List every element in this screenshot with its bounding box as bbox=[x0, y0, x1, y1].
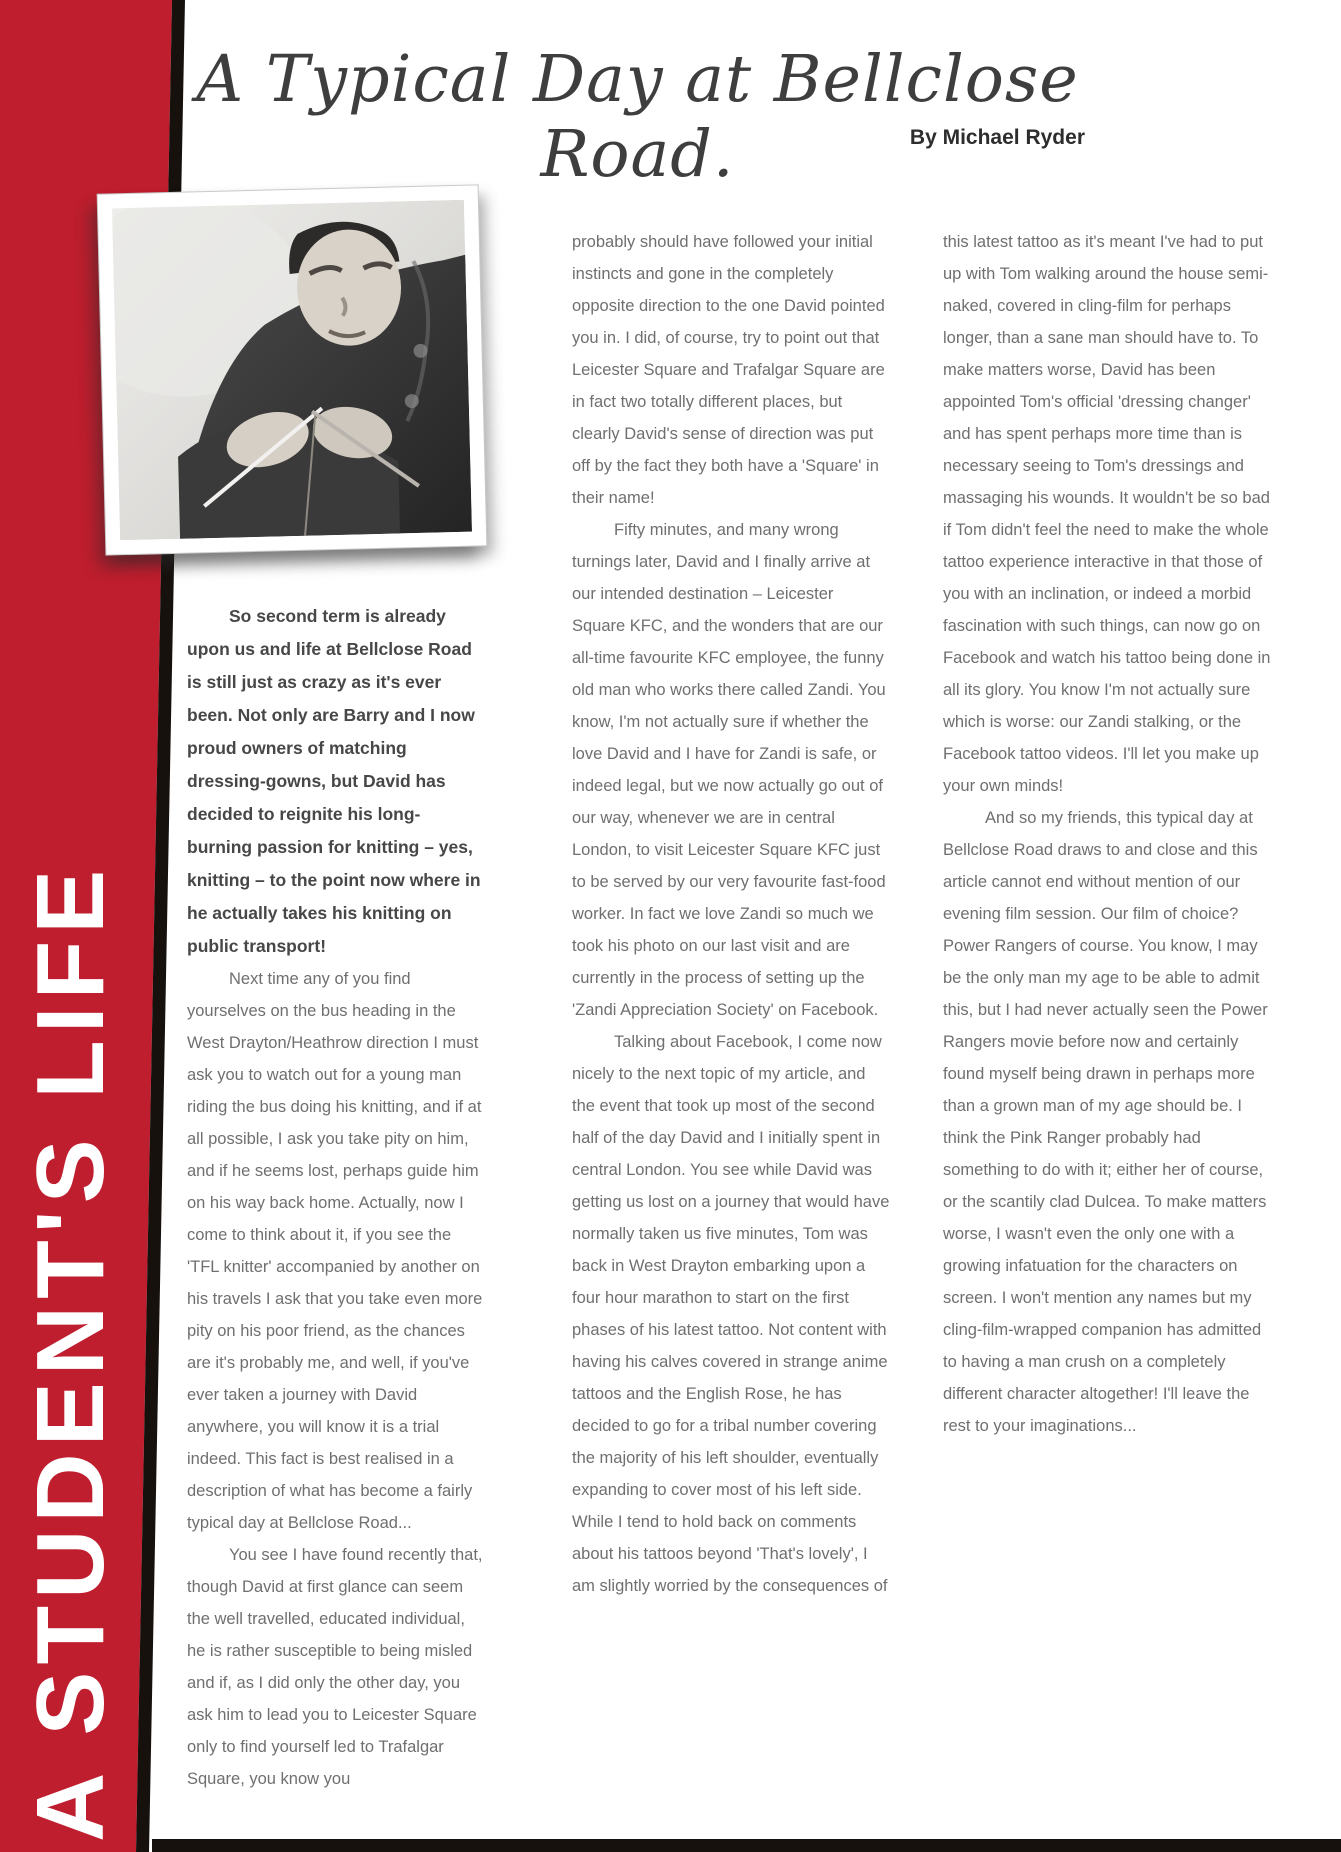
knitting-photo bbox=[98, 185, 487, 554]
paragraph: And so my friends, this typical day at Bellclose Road draws to and close and this article cannot end without mention of our evening film session. Our film of choice? Power Rangers of course. You know, I may be the only man my age to be able to admit this, but I had never actually seen the Power Rangers movie before now and certainly found myself being drawn in perhaps more than a grown man of my age should be. I think the Pink Ranger probably had something to do with it; either her of course, or the scantily clad Dulcea. To make matters worse, I wasn't even the only one with a growing infatuation for the characters on screen. I won't mention any names but my cling-film-wrapped companion has admitted to having a man crush on a completely different character altogether! I'll leave the rest to your imaginations... bbox=[943, 809, 1268, 1435]
paragraph: this latest tattoo as it's meant I've had to put up with Tom walking around the house semi-naked, covered in cling-film for perhaps longer, than a sane man should have to. To make matters worse, David has been appointed Tom's official 'dressing changer' and has spent perhaps more time than is necessary seeing to Tom's dressings and massaging his wounds. It wouldn't be so bad if Tom didn't feel the need to make the whole tattoo experience interactive in that those of you with an inclination, or indeed a morbid fascination with such things, can now go on Facebook and watch his tattoo being done in all its glory. You know I'm not actually sure which is worse: our Zandi stalking, or the Facebook tattoo videos. I'll let you make up your own minds! bbox=[943, 233, 1271, 795]
text-column-2 bbox=[572, 226, 890, 1602]
text-column-1 bbox=[187, 600, 483, 1795]
text-column-3 bbox=[943, 226, 1279, 1442]
photo-image bbox=[112, 200, 472, 541]
paragraph: Talking about Facebook, I come now nicely to the next topic of my article, and the event that took up most of the second half of the day David and I initially spent in central London. You see while David was getting us lost on a journey that would have normally taken us five minutes, Tom was back in West Drayton embarking upon a four hour marathon to start on the first phases of his latest tattoo. Not content with having his calves covered in strange anime tattoos and the English Rose, he has decided to go for a tribal number covering the majority of his left shoulder, eventually expanding to cover most of his left side. While I tend to hold back on comments about his tattoos beyond 'That's lovely', I am slightly worried by the consequences of bbox=[572, 1033, 890, 1595]
paragraph: You see I have found recently that, though David at first glance can seem the well travelled, educated individual, he is rather susceptible to being misled and if, as I did only the other day, you ask him to lead you to Leicester Square only to find yourself led to Trafalgar Square, you know you bbox=[187, 1546, 483, 1788]
paragraph: probably should have followed your initial instincts and gone in the completely opposite direction to the one David pointed you in. I did, of course, try to point out that Leicester Square and Trafalgar Square are in fact two totally different places, but clearly David's sense of direction was put off by the fact they both have a 'Square' in their name! bbox=[572, 233, 885, 507]
lead-paragraph: So second term is already upon us and life at Bellclose Road is still just as crazy as it's ever been. Not only are Barry and I now proud owners of matching dressing-gowns, but David has decided to reignite his long-burning passion for knitting – yes, knitting – to the point now where in he actually takes his knitting on public transport! bbox=[187, 606, 481, 956]
paragraph: Fifty minutes, and many wrong turnings later, David and I finally arrive at our intended destination – Leicester Square KFC, and the wonders that are our all-time favourite KFC employee, the funny old man who works there called Zandi. You know, I'm not actually sure if whether the love David and I have for Zandi is safe, or indeed legal, but we now actually go out of our way, whenever we are in central London, to visit Leicester Square KFC just to be served by our very favourite fast-food worker. In fact we love Zandi so much we took his photo on our last visit and are currently in the process of setting up the 'Zandi Appreciation Society' on Facebook. bbox=[572, 521, 886, 1019]
article-title: A Typical Day at Bellclose Road. bbox=[196, 42, 1079, 192]
byline: By Michael Ryder bbox=[909, 126, 1085, 149]
section-label-vertical: A STUDENT'S LIFE bbox=[17, 862, 124, 1842]
paragraph: Next time any of you find yourselves on the bus heading in the West Drayton/Heathrow direction I must ask you to watch out for a young man riding the bus doing his knitting, and if at all possible, I ask you take pity on him, and if he seems lost, perhaps guide him on his way back home. Actually, now I come to think about it, if you see the 'TFL knitter' accompanied by another on his travels I ask that you take even more pity on his poor friend, as the chances are it's probably me, and well, if you've ever taken a journey with David anywhere, you will know it is a trial indeed. This fact is best realised in a description of what has become a fairly typical day at Bellclose Road... bbox=[187, 970, 483, 1532]
bottom-black-bar bbox=[152, 1839, 1341, 1852]
